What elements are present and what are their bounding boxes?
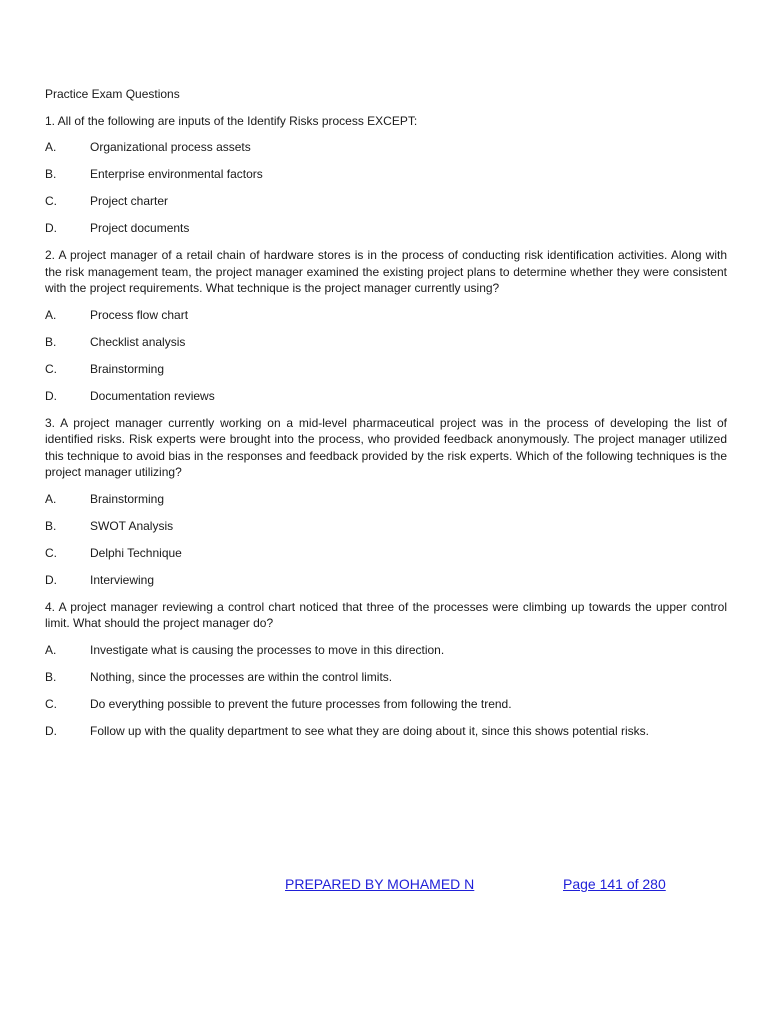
option-text: Process flow chart (90, 307, 189, 322)
option-text: Checklist analysis (90, 334, 186, 349)
answer-option (45, 361, 727, 378)
option-text: Do everything possible to prevent the future processes from following the trend. (90, 696, 512, 711)
option-letter: A. (45, 491, 57, 506)
option-letter: B. (45, 518, 57, 533)
option-letter: B. (45, 167, 57, 181)
question-block-1 (45, 113, 727, 237)
answer-option (45, 669, 727, 686)
option-letter: A. (45, 140, 57, 154)
option-letter: D. (45, 572, 57, 587)
answer-option (45, 220, 727, 237)
option-text: Organizational process assets (90, 140, 251, 154)
answer-option (45, 388, 727, 405)
option-text: Enterprise environmental factors (90, 167, 263, 181)
answer-option (45, 518, 727, 535)
option-text: Brainstorming (90, 361, 165, 376)
question-text: 4. A project manager reviewing a control chart noticed that three of the processes were climbing up towards the upper control limit. What should the project manager do? (45, 599, 727, 630)
page-number-link[interactable]: Page 141 of 280 (563, 876, 666, 892)
option-text: Follow up with the quality department to see what they are doing about it, since this shows potential risks. (90, 723, 649, 738)
answer-option (45, 193, 727, 210)
answer-option (45, 572, 727, 589)
document-page (45, 86, 727, 750)
option-text: Brainstorming (90, 491, 165, 506)
option-text: Delphi Technique (90, 545, 182, 560)
option-text: SWOT Analysis (90, 518, 174, 533)
option-text: Documentation reviews (90, 388, 215, 403)
answer-option (45, 491, 727, 508)
answer-option (45, 545, 727, 562)
question-text: 3. A project manager currently working on a mid-level pharmaceutical project was in the process of developing the list of identified risks. Risk experts were brought into the process, who provided feedback anonymously. The project manager utilized this technique to avoid bias in the responses and feedback provided by the risk experts. Which of the following techniques is the project manager utilizing? (45, 415, 727, 479)
answer-option (45, 723, 727, 740)
option-letter: C. (45, 545, 57, 560)
page-heading: Practice Exam Questions (45, 87, 180, 101)
option-letter: C. (45, 361, 57, 376)
option-letter: D. (45, 388, 57, 403)
option-text: Project charter (90, 194, 169, 208)
option-letter: B. (45, 334, 57, 349)
question-block-4 (45, 599, 727, 740)
prepared-by-link[interactable]: PREPARED BY MOHAMED N (285, 876, 475, 892)
question-block-3 (45, 415, 727, 589)
answer-option (45, 139, 727, 156)
answer-option (45, 334, 727, 351)
answer-option (45, 642, 727, 659)
option-letter: D. (45, 221, 57, 235)
answer-option (45, 307, 727, 324)
question-text: 2. A project manager of a retail chain of hardware stores is in the process of conducting risk identification activities. Along with the risk management team, the project manager examined the existing project plans to determine whether they were consistent with the project requirements. What technique is the project manager currently using? (45, 248, 727, 295)
option-text: Nothing, since the processes are within the control limits. (90, 669, 393, 684)
option-letter: A. (45, 642, 57, 657)
answer-option (45, 696, 727, 713)
question-text: 1. All of the following are inputs of the Identify Risks process EXCEPT: (45, 113, 418, 128)
page-footer (0, 876, 768, 898)
option-letter: C. (45, 696, 57, 711)
option-text: Investigate what is causing the processes to move in this direction. (90, 642, 445, 657)
option-text: Project documents (90, 221, 190, 235)
option-letter: D. (45, 723, 57, 738)
option-letter: B. (45, 669, 57, 684)
option-letter: C. (45, 194, 57, 208)
question-block-2 (45, 247, 727, 404)
answer-option (45, 166, 727, 183)
option-text: Interviewing (90, 572, 155, 587)
option-letter: A. (45, 307, 57, 322)
